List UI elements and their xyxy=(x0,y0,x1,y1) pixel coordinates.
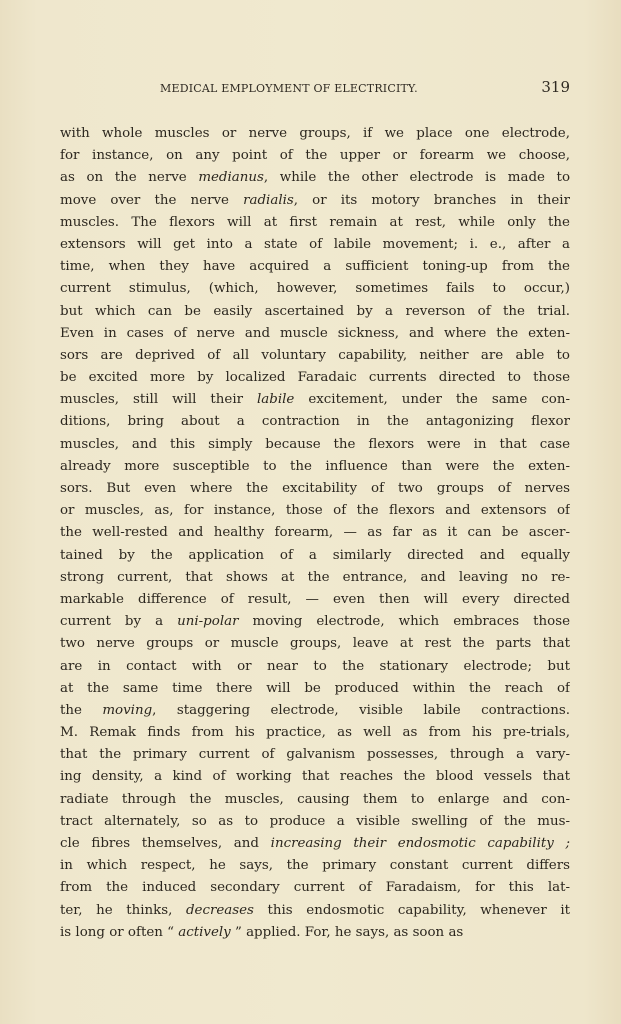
italic-text: uni-polar xyxy=(177,614,239,630)
text-line xyxy=(60,744,570,766)
text-run: , or its motory branches in their xyxy=(293,192,570,208)
text-run: that the primary current of galvanism possesses, through a vary- xyxy=(60,747,570,763)
text-run: or muscles, as, for instance, those of the flexors and extensors of xyxy=(60,503,570,519)
italic-text: moving xyxy=(102,702,153,718)
text-run: sors are deprived of all voluntary capability, neither are able to xyxy=(60,347,570,363)
text-line xyxy=(60,567,570,589)
text-line xyxy=(60,278,570,300)
text-run: ter, he thinks, xyxy=(60,902,186,918)
text-run: current by a xyxy=(60,614,178,630)
text-line xyxy=(60,522,570,544)
text-line xyxy=(60,323,570,345)
text-run: two nerve groups or muscle groups, leave at rest the parts that xyxy=(60,636,570,652)
text-run: markable difference of result, — even then will every directed xyxy=(60,591,570,607)
text-line xyxy=(60,367,570,389)
text-run: radiate through the muscles, causing them to enlarge and con- xyxy=(60,791,570,807)
text-run: this endosmotic capability, whenever it xyxy=(253,902,570,918)
text-run: ditions, bring about a contraction in the antagonizing flexor xyxy=(60,414,570,430)
text-run: be excited more by localized Faradaic currents directed to those xyxy=(60,370,570,386)
text-run: the well-rested and healthy forearm, — as far as it can be ascer- xyxy=(60,525,570,541)
text-run: time, when they have acquired a sufficient toning-up from the xyxy=(60,259,570,275)
text-line xyxy=(60,301,570,323)
text-line xyxy=(60,434,570,456)
text-run: muscles, and this simply because the flexors were in that case xyxy=(60,436,570,452)
text-run: with whole muscles or nerve groups, if we place one electrode, xyxy=(60,126,570,141)
text-run: tained by the application of a similarly directed and equally xyxy=(60,547,570,563)
text-run: from the induced secondary current of Faradaism, for this lat- xyxy=(60,880,570,896)
text-line xyxy=(60,345,570,367)
text-run: M. Remak finds from his practice, as well as from his pre-trials, xyxy=(60,725,570,741)
text-line xyxy=(60,123,570,145)
text-run: Even in cases of nerve and muscle sickness, and where the exten- xyxy=(60,325,570,341)
running-head-title: MEDICAL EMPLOYMENT OF ELECTRICITY. xyxy=(160,82,418,95)
text-line xyxy=(60,456,570,478)
text-line xyxy=(60,877,570,899)
italic-text: increasing their endosmotic capability ; xyxy=(270,836,570,851)
text-line xyxy=(60,545,570,567)
text-line xyxy=(60,855,570,877)
text-run: the xyxy=(60,702,103,718)
running-head xyxy=(60,78,570,100)
italic-text: actively xyxy=(178,924,231,940)
text-line xyxy=(60,190,570,212)
text-line xyxy=(60,256,570,278)
text-line xyxy=(60,589,570,611)
text-run: for instance, on any point of the upper or forearm we choose, xyxy=(60,148,570,164)
text-run: is long or often “ xyxy=(60,924,179,940)
text-line xyxy=(60,766,570,788)
text-line xyxy=(60,234,570,256)
text-line xyxy=(60,411,570,433)
text-line xyxy=(60,389,570,411)
text-line xyxy=(60,633,570,655)
text-run: current stimulus, (which, however, sometimes fails to occur,) xyxy=(60,281,570,297)
italic-text: labile xyxy=(257,392,295,408)
text-run: move over the nerve xyxy=(60,192,244,208)
text-line xyxy=(60,145,570,167)
body-paragraph xyxy=(60,123,570,944)
text-run: in which respect, he says, the primary constant current differs xyxy=(60,858,570,874)
text-line xyxy=(60,789,570,811)
text-line xyxy=(60,900,570,922)
text-run: at the same time there will be produced within the reach of xyxy=(60,680,570,696)
text-line xyxy=(60,700,570,722)
text-run: , while the other electrode is made to xyxy=(263,170,570,186)
text-run: as on the nerve xyxy=(60,170,199,186)
text-line xyxy=(60,678,570,700)
text-line xyxy=(60,167,570,189)
text-run: already more susceptible to the influence than were the exten- xyxy=(60,458,570,474)
text-run: ing density, a kind of working that reaches the blood vessels that xyxy=(60,769,570,785)
italic-text: radialis xyxy=(243,192,294,208)
text-run: extensors will get into a state of labile movement; i. e., after a xyxy=(60,236,570,252)
text-run: , staggering electrode, visible labile contractions. xyxy=(152,702,570,718)
text-run: are in contact with or near to the stationary electrode; but xyxy=(60,658,570,674)
text-line xyxy=(60,722,570,744)
text-line xyxy=(60,212,570,234)
italic-text: decreases xyxy=(185,902,254,918)
italic-text: medianus xyxy=(198,170,264,186)
text-run: muscles, still will their xyxy=(60,392,258,408)
text-run: strong current, that shows at the entrance, and leaving no re- xyxy=(60,569,570,585)
text-run: muscles. The flexors will at first remain at rest, while only the xyxy=(60,214,570,230)
text-run: excitement, under the same con- xyxy=(294,392,570,408)
text-line xyxy=(60,500,570,522)
text-line xyxy=(60,811,570,833)
text-run: moving electrode, which embraces those xyxy=(238,614,570,630)
text-run: sors. But even where the excitability of two groups of nerves xyxy=(60,481,570,496)
text-run: tract alternately, so as to produce a visible swelling of the mus- xyxy=(60,813,570,829)
text-line xyxy=(60,478,570,500)
text-run: but which can be easily ascertained by a reverson of the trial. xyxy=(60,303,570,319)
text-line xyxy=(60,656,570,678)
text-line xyxy=(60,922,570,944)
text-run: ” applied. For, he says, as soon as xyxy=(230,924,464,940)
page-number: 319 xyxy=(541,78,570,96)
text-line xyxy=(60,611,570,633)
text-run: cle fibres themselves, and xyxy=(60,836,271,851)
text-line xyxy=(60,833,570,855)
